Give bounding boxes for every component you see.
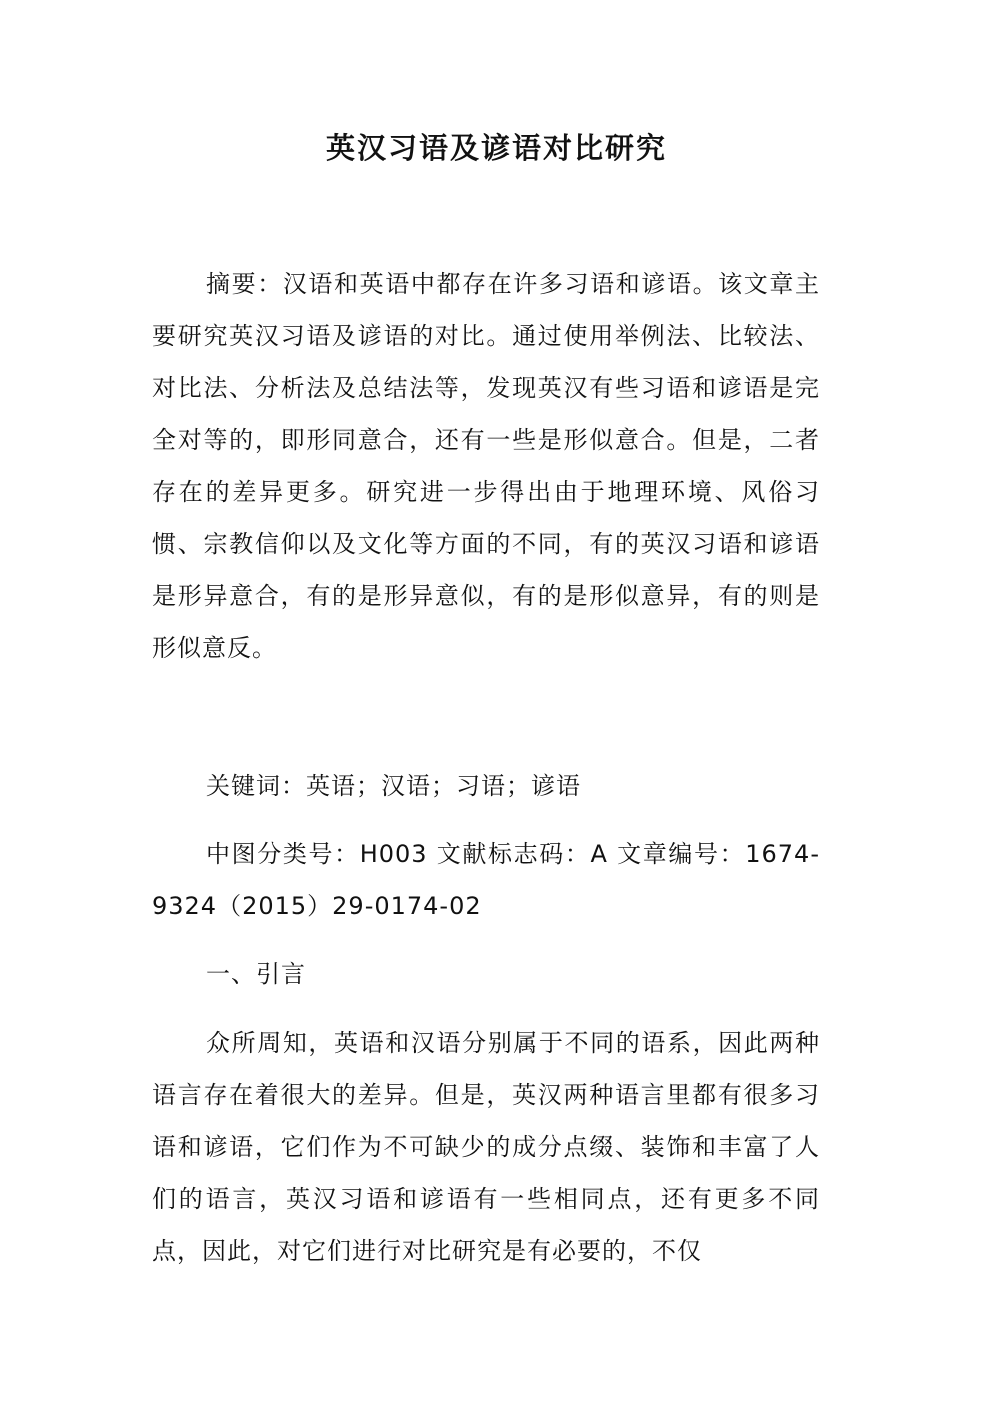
- keywords-line: 关键词：英语；汉语；习语；谚语: [206, 772, 581, 800]
- section-heading-introduction: 一、引言: [206, 960, 306, 988]
- abstract-paragraph: 摘要：汉语和英语中都存在许多习语和谚语。该文章主要研究英汉习语及谚语的对比。通过使用举例法、比较法、对比法、分析法及总结法等，发现英汉有些习语和谚语是完全对等的，即形同意合，还有一些是形似意合。但是，二者存在的差异更多。研究进一步得出由于地理环境、风俗习惯、宗教信仰以及文化等方面的不同，有的英汉习语和谚语是形异意合，有的是形异意似，有的是形似意异，有的则是形似意反。: [152, 270, 820, 662]
- introduction-paragraph: 众所周知，英语和汉语分别属于不同的语系，因此两种语言存在着很大的差异。但是，英汉两种语言里都有很多习语和谚语，它们作为不可缺少的成分点缀、装饰和丰富了人们的语言，英汉习语和谚语有一些相同点，还有更多不同点，因此，对它们进行对比研究是有必要的，不仅: [152, 1029, 820, 1265]
- document-title: 英汉习语及谚语对比研究: [325, 131, 667, 165]
- classification-line: 中图分类号：H003 文献标志码：A 文章编号：1674-9324（2015）29-0174-02: [152, 840, 820, 920]
